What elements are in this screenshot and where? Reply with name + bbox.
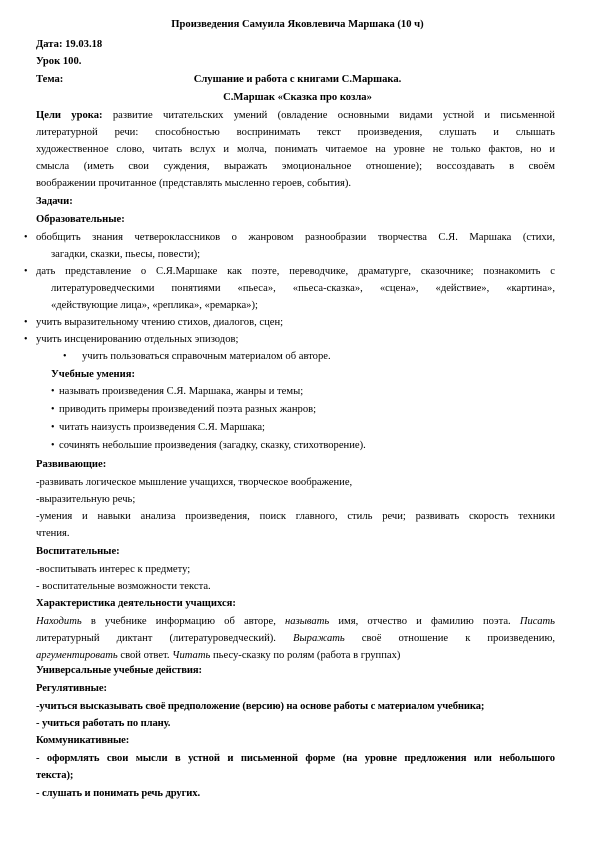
communicative-item-1: - оформлять свои мысли в устной и письменной форме (на уровне предложения или небольшого <box>36 753 555 764</box>
goals-line-1 <box>36 109 555 122</box>
activity-line-1 <box>36 615 555 628</box>
goals-label: Цели урока: <box>36 110 103 121</box>
activity-text: имя, отчество и фамилию поэта. <box>329 616 520 627</box>
goals-text: развитие читательских умений (овладение основными видами устной и письменной <box>102 110 555 121</box>
educational-item-2-line-3: «действующие лица», «реплика», «ремарка»); <box>51 300 258 311</box>
skills-item-2: приводить примеры произведений поэта разных жанров; <box>59 404 317 415</box>
skills-item-3: читать наизусть произведения С.Я. Маршака; <box>59 422 265 433</box>
theme-line-2: С.Маршак «Сказка про козла» <box>223 92 372 103</box>
bullet-icon: • <box>51 404 55 415</box>
bullet-icon: • <box>63 351 67 362</box>
educational-item-1-line-1: обобщить знания четвероклассников о жанровом разнообразии творчества С.Я. Маршака (стихи, <box>36 232 555 243</box>
developing-item-4: чтения. <box>36 528 70 539</box>
upbringing-item-2: - воспитательные возможности текста. <box>36 581 211 592</box>
developing-label: Развивающие: <box>36 459 107 470</box>
activity-text: свой ответ. <box>117 650 173 661</box>
bullet-icon: • <box>24 266 28 277</box>
educational-label: Образовательные: <box>36 214 125 225</box>
upbringing-label: Воспитательные: <box>36 546 120 557</box>
theme-line-1: Слушание и работа с книгами С.Маршака. <box>193 74 402 85</box>
activity-verb: называть <box>285 616 330 627</box>
bullet-icon: • <box>24 334 28 345</box>
activity-text: своё отношение к произведению, <box>344 633 556 644</box>
bullet-icon: • <box>24 317 28 328</box>
educational-item-4: учить инсценированию отдельных эпизодов; <box>36 334 239 345</box>
activity-line-2 <box>36 632 555 645</box>
goals-line-2: литературной речи: способностью воспринимать текст произведения, слушать и слышать <box>36 127 555 138</box>
activity-verb: Находить <box>36 616 82 627</box>
activity-label: Характеристика деятельности учащихся: <box>36 598 236 609</box>
regulatory-item-1: -учиться высказывать своё предположение (версию) на основе работы с материалом учебника; <box>36 701 485 712</box>
activity-verb: Выражать <box>293 633 345 644</box>
communicative-item-2: текста); <box>36 770 74 781</box>
bullet-icon: • <box>24 232 28 243</box>
skills-item-4: сочинять небольшие произведения (загадку, сказку, стихотворение). <box>59 440 366 451</box>
activity-text: литературный диктант (литературоведческий). <box>36 633 294 644</box>
educational-item-2-line-1: дать представление о С.Я.Маршаке как поэте, переводчике, драматурге, сказочнике; познакомить с <box>36 266 555 277</box>
goals-line-3: художественное слово, читать вслух и молча, понимать читаемое на уровне не только фактов, но и <box>36 144 555 155</box>
lesson-number: Урок 100. <box>36 56 82 67</box>
educational-item-1-line-2: загадки, сказки, пьесы, повести); <box>51 249 201 260</box>
communicative-item-3: - слушать и понимать речь других. <box>36 788 201 799</box>
activity-verb: Писать <box>519 616 555 627</box>
developing-item-3: -умения и навыки анализа произведения, поиск главного, стиль речи; развивать скорость техники <box>36 511 555 522</box>
educational-item-3: учить выразительному чтению стихов, диалогов, сцен; <box>36 317 284 328</box>
regulatory-item-2: - учиться работать по плану. <box>36 718 171 729</box>
bullet-icon: • <box>51 386 55 397</box>
activity-text: в учебнике информацию об авторе, <box>81 616 286 627</box>
skills-item-1: называть произведения С.Я. Маршака, жанры и темы; <box>59 386 304 397</box>
document-title: Произведения Самуила Яковлевича Маршака (10 ч) <box>171 19 424 30</box>
bullet-icon: • <box>51 422 55 433</box>
developing-item-1: -развивать логическое мышление учащихся, творческое воображение, <box>36 477 353 488</box>
goals-line-5: воображении прочитанное (представлять мысленно героев, события). <box>36 178 352 189</box>
educational-item-2-line-2: литературоведческими понятиями «пьеса», «пьеса-сказка», «сцена», «действие», «картина», <box>51 283 555 294</box>
goals-line-4: смысла (иметь свои суждения, выражать эмоциональное отношение); воссоздавать в своём <box>36 161 555 172</box>
communicative-label: Коммуникативные: <box>36 735 130 746</box>
activity-verb: аргументировать <box>36 650 118 661</box>
activity-verb: Читать <box>172 650 211 661</box>
upbringing-item-1: -воспитывать интерес к предмету; <box>36 564 191 575</box>
universal-label: Универсальные учебные действия: <box>36 665 202 676</box>
educational-sub-item: учить пользоваться справочным материалом об авторе. <box>82 351 331 362</box>
activity-text: пьесу-сказку по ролям (работа в группах) <box>210 650 401 661</box>
skills-label: Учебные умения: <box>51 369 136 380</box>
bullet-icon: • <box>51 440 55 451</box>
lesson-date: Дата: 19.03.18 <box>36 39 103 50</box>
theme-label: Тема: <box>36 74 64 85</box>
tasks-label: Задачи: <box>36 196 73 207</box>
activity-line-3 <box>36 649 400 662</box>
regulatory-label: Регулятивные: <box>36 683 107 694</box>
developing-item-2: -выразительную речь; <box>36 494 136 505</box>
